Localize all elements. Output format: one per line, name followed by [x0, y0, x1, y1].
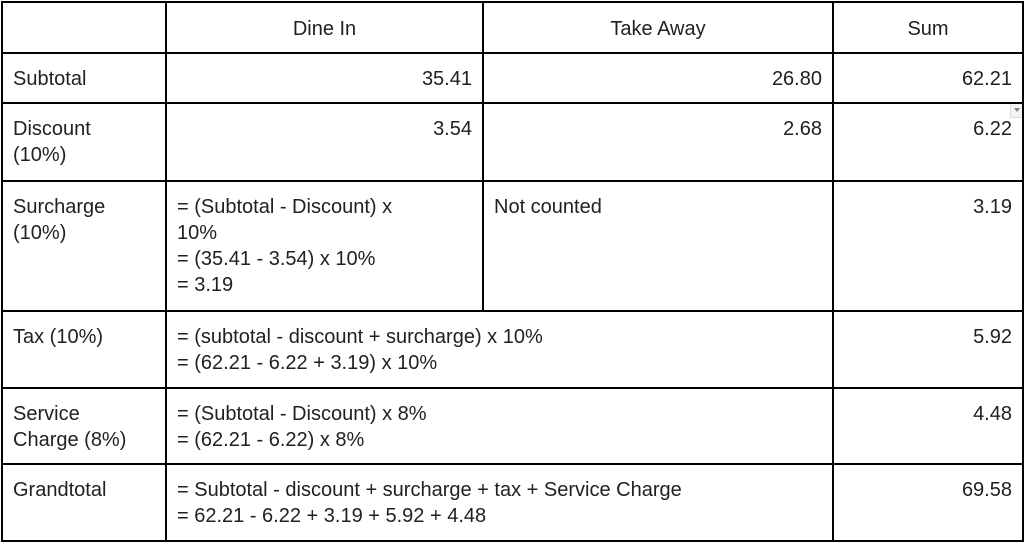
surcharge-dine-in[interactable]: [166, 181, 483, 311]
subtotal-dine-in[interactable]: 35.41: [166, 53, 483, 103]
surcharge-take-away[interactable]: Not counted: [483, 181, 833, 311]
header-take-away[interactable]: Take Away: [483, 2, 833, 53]
service-charge-formula-line2: = (62.21 - 6.22) x 8%: [177, 429, 365, 451]
table-row-surcharge: [2, 181, 1023, 311]
service-charge-formula[interactable]: [166, 388, 833, 464]
tax-formula-line1: = (subtotal - discount + surcharge) x 10%: [177, 326, 543, 348]
surcharge-formula-line4: = 3.19: [177, 274, 234, 296]
discount-label-line1: Discount: [13, 118, 91, 140]
header-blank-cell[interactable]: [2, 2, 166, 53]
grandtotal-formula[interactable]: [166, 464, 833, 541]
table-row-subtotal: [2, 53, 1023, 103]
surcharge-label-line2: (10%): [13, 222, 67, 244]
discount-dine-in[interactable]: 3.54: [166, 103, 483, 181]
grandtotal-sum[interactable]: 69.58: [833, 464, 1023, 541]
surcharge-label-line1: Surcharge: [13, 196, 106, 218]
grandtotal-formula-line2: = 62.21 - 6.22 + 3.19 + 5.92 + 4.48: [177, 505, 487, 527]
row-label-subtotal[interactable]: Subtotal: [2, 53, 166, 103]
discount-sum[interactable]: [833, 103, 1023, 181]
header-row: [2, 2, 1023, 53]
table-row-discount: [2, 103, 1023, 181]
chevron-down-icon[interactable]: [1010, 103, 1023, 118]
surcharge-formula-line2: 10%: [177, 222, 218, 244]
row-label-surcharge[interactable]: [2, 181, 166, 311]
table-row-tax: [2, 311, 1023, 388]
surcharge-sum[interactable]: 3.19: [833, 181, 1023, 311]
discount-sum-value: 6.22: [973, 118, 1012, 140]
tax-formula-line2: = (62.21 - 6.22 + 3.19) x 10%: [177, 352, 438, 374]
service-charge-sum[interactable]: 4.48: [833, 388, 1023, 464]
table-row-service-charge: [2, 388, 1023, 464]
header-dine-in[interactable]: Dine In: [166, 2, 483, 53]
header-sum[interactable]: Sum: [833, 2, 1023, 53]
discount-label-line2: (10%): [13, 144, 67, 166]
service-charge-label-line1: Service: [13, 403, 80, 425]
row-label-service-charge[interactable]: [2, 388, 166, 464]
service-charge-label-line2: Charge (8%): [13, 429, 127, 451]
subtotal-sum[interactable]: 62.21: [833, 53, 1023, 103]
grandtotal-formula-line1: = Subtotal - discount + surcharge + tax + Service Charge: [177, 479, 682, 501]
discount-take-away[interactable]: 2.68: [483, 103, 833, 181]
tax-formula[interactable]: [166, 311, 833, 388]
tax-sum[interactable]: 5.92: [833, 311, 1023, 388]
table-row-grandtotal: [2, 464, 1023, 541]
row-label-grandtotal[interactable]: Grandtotal: [2, 464, 166, 541]
surcharge-formula-line3: = (35.41 - 3.54) x 10%: [177, 248, 376, 270]
row-label-discount[interactable]: [2, 103, 166, 181]
surcharge-formula-line1: = (Subtotal - Discount) x: [177, 196, 393, 218]
row-label-tax[interactable]: Tax (10%): [2, 311, 166, 388]
calculation-table: [1, 1, 1024, 542]
subtotal-take-away[interactable]: 26.80: [483, 53, 833, 103]
service-charge-formula-line1: = (Subtotal - Discount) x 8%: [177, 403, 427, 425]
